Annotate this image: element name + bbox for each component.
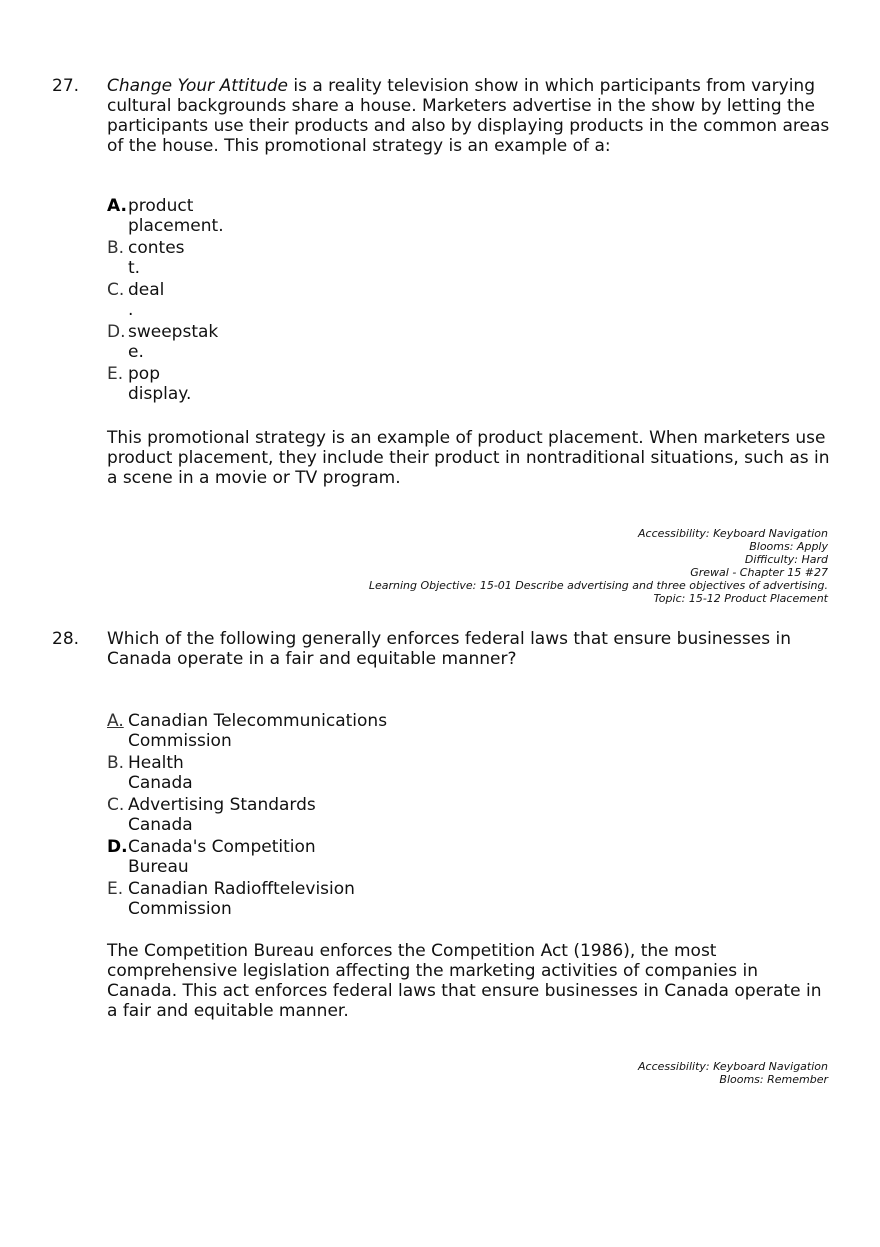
question-number: 27.: [52, 76, 80, 96]
answer-choices-27: [107, 196, 224, 406]
question-text: Which of the following generally enforces federal laws that ensure businesses in Canada operate in a fair and equitable manner?: [107, 629, 791, 669]
choice-letter: E.: [107, 364, 124, 384]
explanation-28: The Competition Bureau enforces the Competition Act (1986), the most comprehensive legislation affecting the marketing activities of companies in Canada. This act enforces federal laws that ensure businesses in Canada operate in a fair and equitable manner.: [107, 941, 822, 1021]
meta-accessibility: Accessibility: Keyboard Navigation: [638, 1060, 828, 1073]
choice-letter: D.: [107, 837, 128, 857]
choice-a: [107, 711, 387, 751]
choice-text-line2: Canada: [128, 815, 193, 835]
meta-topic: Topic: 15-12 Product Placement: [653, 592, 828, 605]
meta-accessibility: Accessibility: Keyboard Navigation: [638, 527, 828, 540]
choice-text-line2: .: [128, 300, 134, 320]
choice-text-line2: Commission: [128, 899, 232, 919]
choice-letter: C.: [107, 280, 125, 300]
choice-letter: A.: [107, 711, 124, 731]
choice-letter: C.: [107, 795, 125, 815]
choice-d: [107, 837, 387, 877]
choice-c: [107, 795, 387, 835]
choice-text-line2: Canada: [128, 773, 193, 793]
choice-text-line1: Health: [128, 753, 184, 773]
choice-text-line1: sweepstak: [128, 322, 219, 342]
choice-text-line1: Canadian Radiofftelevision: [128, 879, 355, 899]
question-text: [107, 76, 832, 156]
choice-text-line1: pop: [128, 364, 160, 384]
choice-c: [107, 280, 224, 320]
choice-text-line1: deal: [128, 280, 165, 300]
meta-difficulty: Difficulty: Hard: [744, 553, 828, 566]
choice-text-line1: product: [128, 196, 194, 216]
choice-text-line2: display.: [128, 384, 192, 404]
choice-e: [107, 879, 387, 919]
choice-b: [107, 238, 224, 278]
metadata-27: [369, 527, 828, 605]
choice-letter: B.: [107, 238, 125, 258]
meta-learning-objective: Learning Objective: 15-01 Describe advertising and three objectives of advertising.: [368, 579, 828, 592]
choice-d: [107, 322, 224, 362]
question-body: is a reality television show in which participants from varying cultural backgrounds share a house. Marketers advertise in the show by letting the participants use their products and also by displaying products in the common areas of the house. This promotional strategy is an example of a:: [107, 76, 830, 156]
answer-choices-28: [107, 711, 387, 921]
choice-e: [107, 364, 224, 404]
meta-chapter: Grewal - Chapter 15 #27: [690, 566, 828, 579]
show-title: Change Your Attitude: [107, 76, 288, 96]
choice-b: [107, 753, 387, 793]
choice-letter: D.: [107, 322, 126, 342]
choice-letter: A.: [107, 196, 127, 216]
choice-letter: B.: [107, 753, 125, 773]
choice-text-line2: placement.: [128, 216, 224, 236]
choice-text-line1: Canada's Competition: [128, 837, 316, 857]
choice-a: [107, 196, 224, 236]
choice-text-line2: t.: [128, 258, 141, 278]
metadata-28: [638, 1060, 828, 1086]
choice-text-line1: Advertising Standards: [128, 795, 316, 815]
meta-blooms: Blooms: Remember: [719, 1073, 828, 1086]
choice-text-line2: Bureau: [128, 857, 189, 877]
choice-text-line1: Canadian Telecommunications: [128, 711, 388, 731]
choice-letter: E.: [107, 879, 124, 899]
meta-blooms: Blooms: Apply: [749, 540, 828, 553]
choice-text-line2: Commission: [128, 731, 232, 751]
choice-text-line2: e.: [128, 342, 144, 362]
explanation-27: This promotional strategy is an example of product placement. When marketers use product placement, they include their product in nontraditional situations, such as in a scene in a movie or TV program.: [107, 428, 830, 488]
choice-text-line1: contes: [128, 238, 185, 258]
question-number: 28.: [52, 629, 80, 649]
